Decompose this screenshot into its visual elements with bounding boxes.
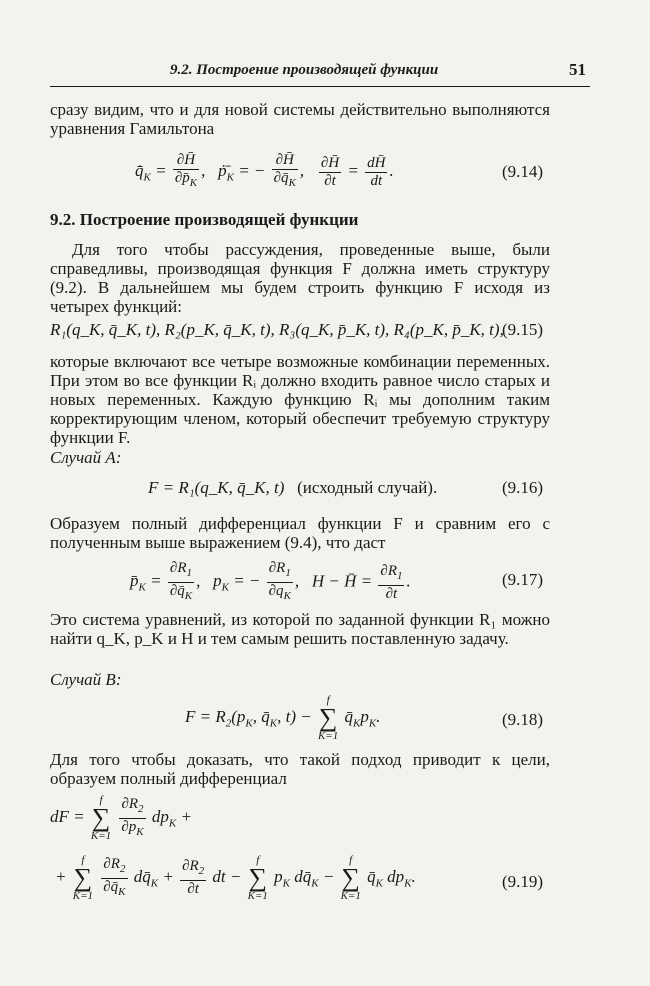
case-a-label: Случай A: bbox=[50, 448, 122, 467]
running-header bbox=[50, 58, 590, 87]
equation-9-18: $F = R_2(p_K$, $q̄_K$, t) − f ∑ K=1 $q̄_Kp_K$. bbox=[185, 694, 381, 742]
paragraph-proof: Для того чтобы доказать, что такой подход приводит к цели, образуем полный дифференциал bbox=[50, 750, 550, 788]
section-heading: 9.2. Построение производящей функции bbox=[50, 210, 359, 229]
equation-9-19-line-1: dF = f ∑ K=1 $\frac{\partial R_2}{\partial p_K}$ $dp_K$ + bbox=[50, 794, 192, 842]
equation-number: (9.18) bbox=[502, 710, 544, 729]
paragraph-intro: сразу видим, что и для новой системы действительно выполняются уравнения Гамильтона bbox=[50, 100, 550, 138]
equation-9-16-body: F = R₁(q_K, q̄_K, t) bbox=[148, 478, 285, 497]
paragraph-system: Это система уравнений, из которой по заданной функции R₁ можно найти q_K, p_K и H и тем самым решить поставленную задачу. bbox=[50, 610, 550, 648]
equation-9-19-line-2: + f ∑ K=1 $\frac{\partial R_2}{\partial q̄_K}$ $dq̄_K$ + $\frac{\partial R_2}{\partial t}$ dt − f ∑ K=1 $p_K$ $dq̄_K$ − f ∑ K=1 $q̄_K$ $dp_K$. bbox=[55, 854, 416, 902]
paragraph-combinations: которые включают все четыре возможные комбинации переменных. При этом во все функции Rᵢ должно входить равное число старых и новых переменных. Каждую функцию Rᵢ мы дополним таким корректирующим членом, который обеспечит требуемую структуру функции F. bbox=[50, 352, 550, 447]
equation-9-14: $q̇̄_K$ = $\frac{\partial H̄}{\partial p̄_K}$ , $ṗ̄_K$ = − $\frac{\partial H̄}{\partial q̄_K}$ , $\frac{\partial H̄}{\partial t}$ = $\frac{dH̄}{dt}$ . bbox=[135, 152, 394, 189]
paragraph-structure: Для того чтобы рассуждения, проведенные выше, были справедливы, производящая функция F должна иметь структуру (9.2). В дальнейшем мы будем строить функцию F исходя из четырех функций: bbox=[50, 240, 550, 316]
page-number: 51 bbox=[569, 60, 586, 79]
header-title: 9.2. Построение производящей функции bbox=[170, 62, 439, 78]
equation-number: (9.17) bbox=[502, 570, 544, 589]
equation-number: (9.15) bbox=[502, 320, 544, 339]
equation-number: (9.14) bbox=[502, 162, 544, 181]
equation-9-16 bbox=[148, 478, 437, 498]
case-b-label: Случай B: bbox=[50, 670, 122, 689]
equation-9-17: $p̄_K$ = $\frac{\partial R_1}{\partial q̄_K}$ , $p_K$ = − $\frac{\partial R_1}{\partial q_K}$ , H − H̄ = $\frac{\partial R_1}{\partial t}$ . bbox=[130, 560, 411, 602]
equation-9-15: R₁(q_K, q̄_K, t), R₂(p_K, q̄_K, t), R₃(q_K, p̄_K, t), R₄(p_K, p̄_K, t), bbox=[50, 320, 504, 339]
equation-number: (9.19) bbox=[502, 872, 544, 891]
paragraph-differential: Образуем полный дифференциал функции F и сравним его с полученным выше выражением (9.4), что даст bbox=[50, 514, 550, 552]
equation-9-16-note: (исходный случай). bbox=[297, 478, 438, 497]
equation-number: (9.16) bbox=[502, 478, 544, 497]
